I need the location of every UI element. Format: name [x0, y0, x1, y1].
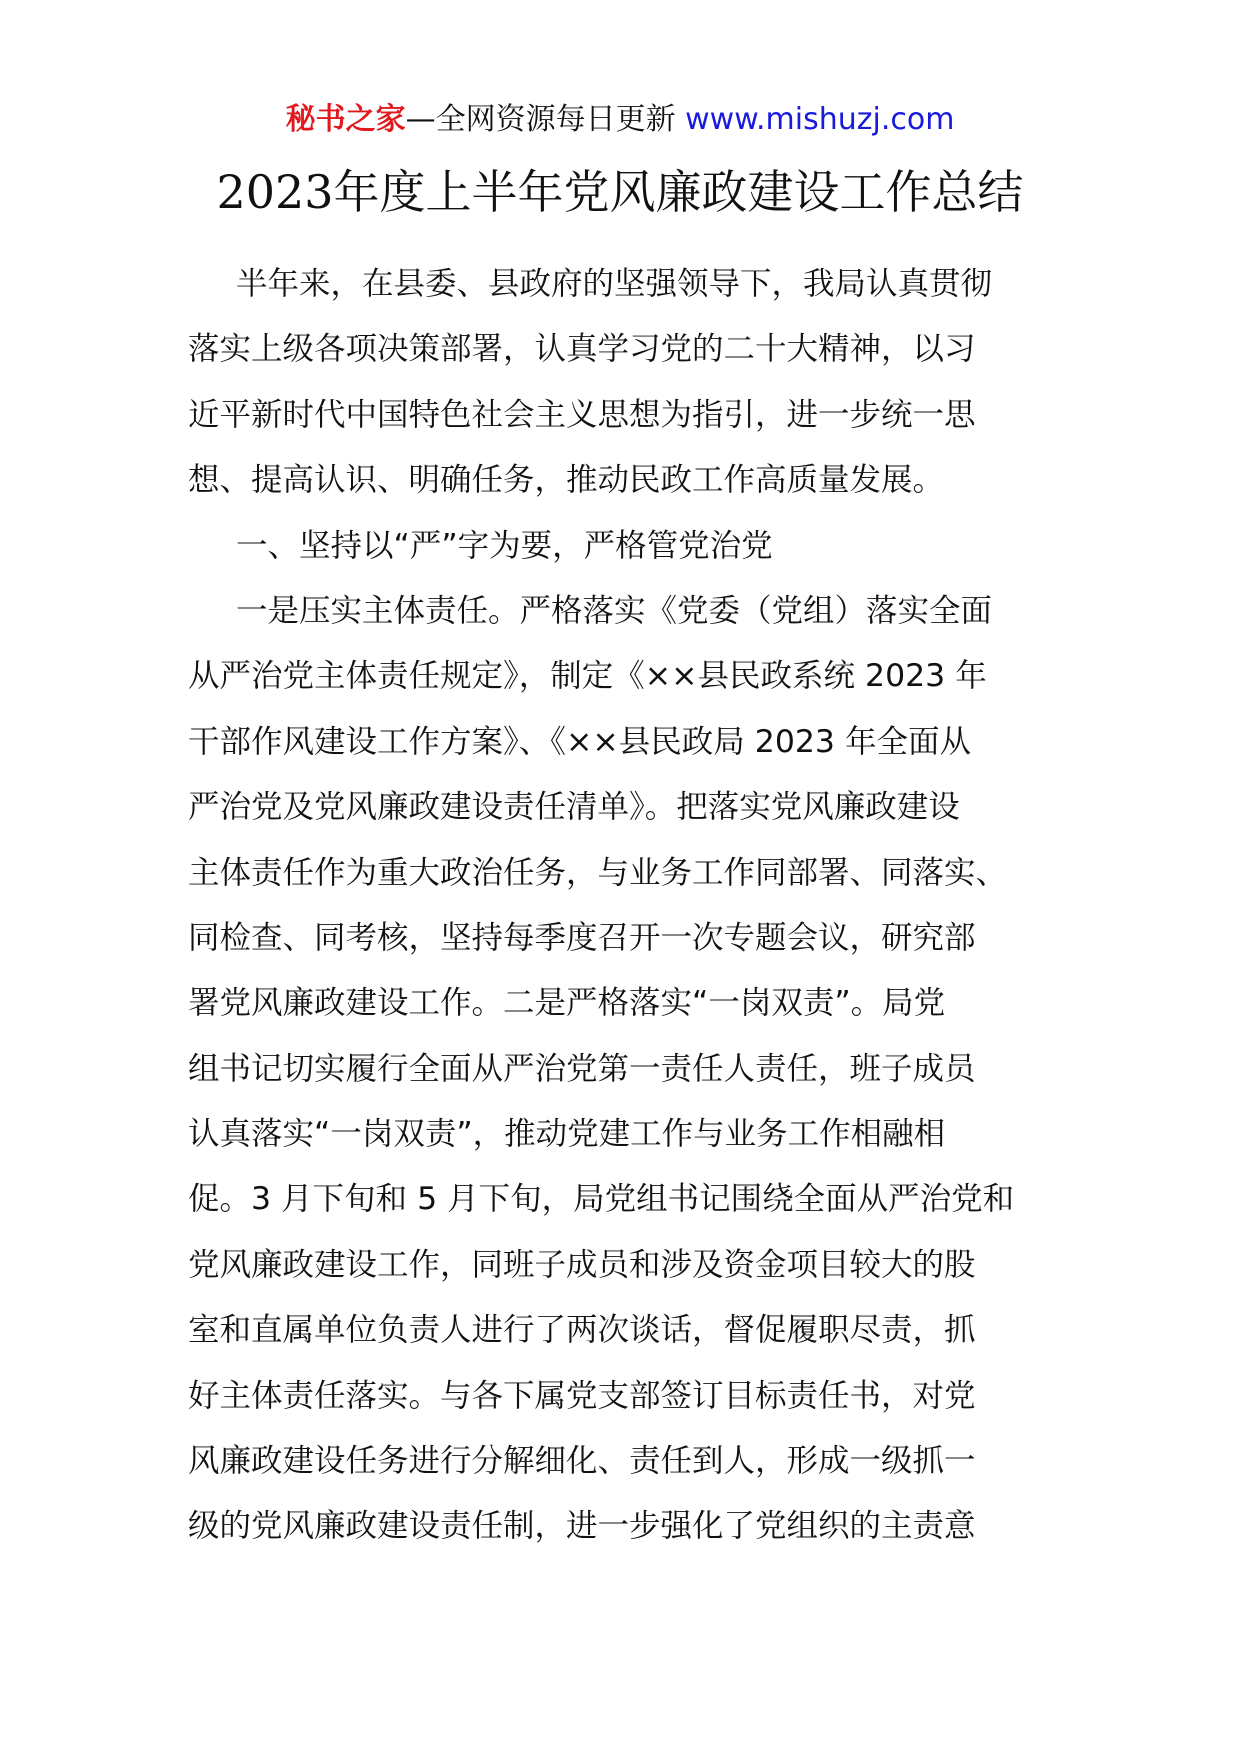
- section-heading: 一、坚持以“严”字为要，严格管党治党: [236, 527, 773, 564]
- paragraph-line: 干部作风建设工作方案》、《××县民政局 2023 年全面从: [188, 723, 971, 760]
- paragraph-line: 认真落实“一岗双责”，推动党建工作与业务工作相融相: [188, 1116, 946, 1153]
- title-text: 年度上半年党风廉政建设工作总结: [333, 165, 1024, 219]
- watermark-header: [0, 100, 1240, 140]
- brand-name: 秘书之家: [285, 102, 406, 137]
- paragraph-line: 级的党风廉政建设责任制，进一步强化了党组织的主责意: [188, 1508, 976, 1545]
- paragraph-line: 署党风廉政建设工作。二是严格落实“一岗双责”。局党: [188, 985, 946, 1022]
- paragraph-intro-line: 落实上级各项决策部署，认真学习党的二十大精神，以习: [188, 331, 976, 368]
- paragraph-line: 从严治党主体责任规定》，制定《××县民政系统 2023 年: [188, 658, 987, 695]
- paragraph-line: 党风廉政建设工作，同班子成员和涉及资金项目较大的股: [188, 1246, 976, 1283]
- title-year: 2023: [216, 165, 334, 219]
- paragraph-line: 一是压实主体责任。严格落实《党委（党组）落实全面: [236, 592, 993, 629]
- paragraph-line: 同检查、同考核，坚持每季度召开一次专题会议，研究部: [188, 919, 976, 956]
- brand-tagline: —全网资源每日更新: [405, 102, 676, 137]
- paragraph-line: 严治党及党风廉政建设责任清单》。把落实党风廉政建设: [188, 789, 960, 826]
- paragraph-intro-line: 半年来，在县委、县政府的坚强领导下，我局认真贯彻: [236, 266, 993, 302]
- paragraph-line: 组书记切实履行全面从严治党第一责任人责任，班子成员: [188, 1050, 976, 1087]
- site-url[interactable]: www.mishuzj.com: [685, 102, 955, 137]
- paragraph-intro-line: 近平新时代中国特色社会主义思想为指引，进一步统一思: [188, 396, 976, 433]
- document-body: [188, 252, 1058, 1560]
- paragraph-intro-line: 想、提高认识、明确任务，推动民政工作高质量发展。: [188, 462, 945, 499]
- document-title: [0, 160, 1240, 224]
- paragraph-line: 主体责任作为重大政治任务，与业务工作同部署、同落实、: [188, 854, 1008, 891]
- paragraph-line: 促。3 月下旬和 5 月下旬，局党组书记围绕全面从严治党和: [188, 1181, 1015, 1218]
- paragraph-line: 风廉政建设任务进行分解细化、责任到人，形成一级抓一: [188, 1443, 976, 1480]
- paragraph-line: 室和直属单位负责人进行了两次谈话，督促履职尽责，抓: [188, 1312, 976, 1349]
- paragraph-line: 好主体责任落实。与各下属党支部签订目标责任书，对党: [188, 1377, 976, 1414]
